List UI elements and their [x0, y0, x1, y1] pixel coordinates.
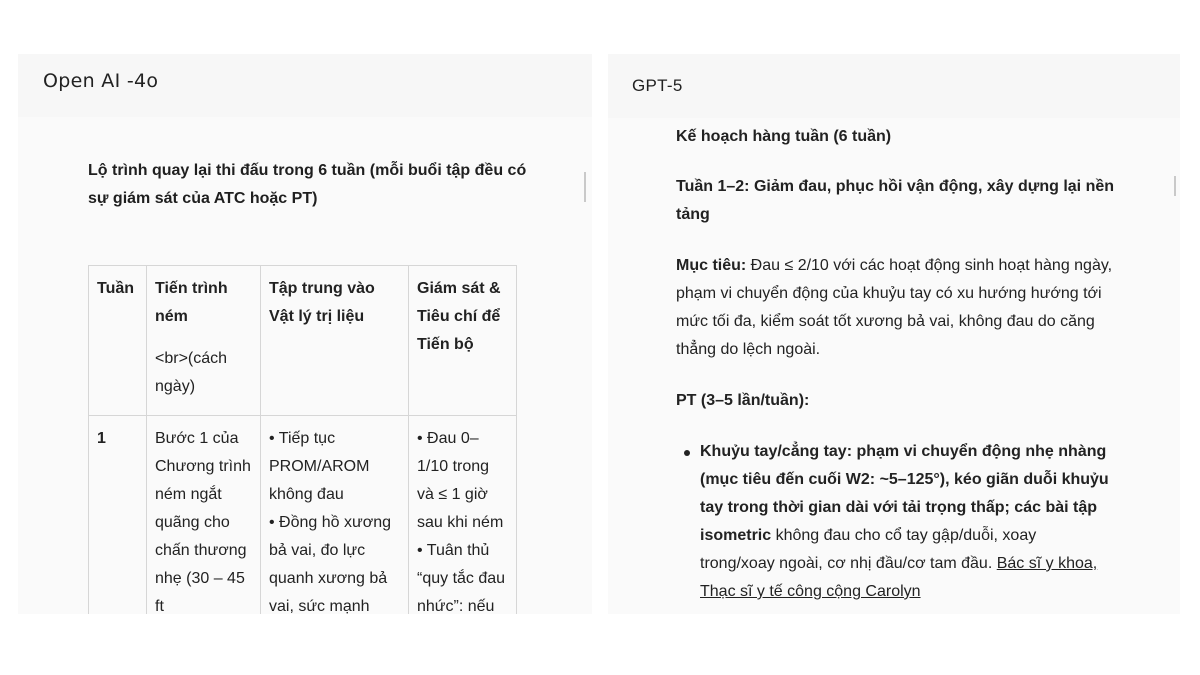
list-item	[700, 438, 1110, 606]
source-link[interactable]: Bác sĩ y khoa, Thạc sĩ y tế công cộng Carolyn	[700, 555, 1098, 600]
goal-label: Mục tiêu:	[676, 257, 747, 274]
cell-pt	[261, 416, 409, 615]
table-row	[89, 416, 517, 615]
header-monitor: Giám sát & Tiêu chí để Tiến bộ	[409, 266, 517, 416]
cell-week: 1	[89, 416, 147, 615]
bullet-bold: Khuỷu tay/cẳng tay: phạm vi chuyển động nhẹ nhàng (mục tiêu đến cuối W2: ~5–125°), kéo giãn duỗi khuỷu tay trong thời gian dài với tải trọng thấp; các bài tập isometric	[700, 443, 1109, 544]
cell-monitor-line: • Đau 0–1/10 trong và ≤ 1 giờ sau khi ném	[417, 430, 504, 531]
weeks-heading: Tuần 1–2: Giảm đau, phục hồi vận động, xây dựng lại nền tảng	[676, 178, 1115, 223]
bullet-text: không đau cho cổ tay gập/duỗi, xoay trong/xoay ngoài, cơ nhị đầu/cơ tam đầu.	[700, 527, 1037, 572]
right-scrollbar[interactable]	[1174, 176, 1176, 196]
goal-paragraph	[676, 252, 1116, 364]
cell-monitor	[409, 416, 517, 615]
header-throwing	[147, 266, 261, 416]
header-throwing-note: <br>(cách ngày)	[155, 350, 228, 395]
left-panel	[18, 54, 592, 614]
right-panel	[608, 54, 1180, 614]
cell-pt-line: • Đồng hồ xương bả vai, đo lực quanh xương bả vai, sức mạnh	[269, 514, 391, 614]
left-heading: Lộ trình quay lại thi đấu trong 6 tuần (mỗi buổi tập đều có sự giám sát của ATC hoặc PT)	[88, 162, 527, 207]
header-week: Tuần	[89, 266, 147, 416]
bullet-dot-icon	[684, 450, 690, 456]
cell-pt-line: • Tiếp tục PROM/AROM không đau	[269, 430, 370, 503]
plan-title: Kế hoạch hàng tuần (6 tuần)	[676, 128, 892, 145]
header-pt: Tập trung vào Vật lý trị liệu	[261, 266, 409, 416]
cell-monitor-line: • Tuân thủ “quy tắc đau nhức”: nếu	[417, 542, 506, 614]
goal-text: Đau ≤ 2/10 với các hoạt động sinh hoạt hàng ngày, phạm vi chuyển động của khuỷu tay có xu hướng hướng tới mức tối đa, kiểm soát tốt xương bả vai, không đau do căng thẳng do lệch ngoài.	[676, 257, 1113, 358]
header-throwing-label: Tiến trình ném	[155, 280, 228, 325]
right-panel-label: GPT-5	[632, 76, 683, 95]
table-header-row	[89, 266, 517, 416]
left-scrollbar[interactable]	[584, 172, 586, 202]
cell-throwing: Bước 1 của Chương trình ném ngắt quãng cho chấn thương nhẹ (30 – 45 ft	[147, 416, 261, 615]
plan-table	[88, 265, 517, 614]
pt-heading: PT (3–5 lần/tuần):	[676, 392, 810, 409]
left-panel-label: Open AI -4o	[43, 70, 159, 92]
